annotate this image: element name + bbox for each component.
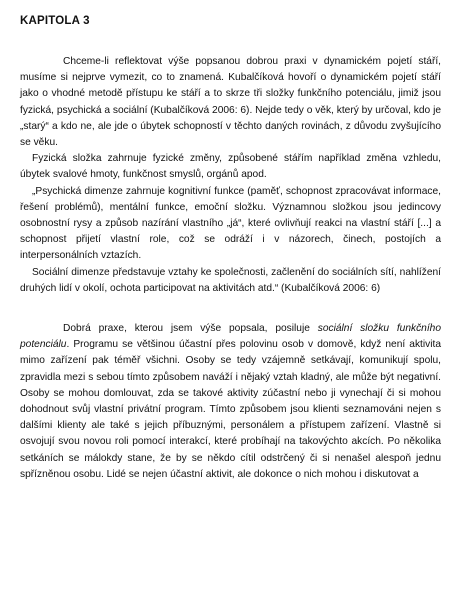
paragraph-physical-component: Fyzická složka zahrnuje fyzické změny, způsobené stářím například změna vzhledu, úbytek svalové hmoty, funkčnost smyslů, orgánů apod. — [20, 153, 441, 181]
paragraph-social-dimension: Sociální dimenze představuje vztahy ke společnosti, začlenění do sociálních sítí, nahlížení druhých lidí v okolí, ochota participovat na aktivitách atd.“ (Kubalčíková 2006: 6) — [20, 266, 441, 294]
paragraph-dynamic-aging: Chceme-li reflektovat výše popsanou dobrou praxi v dynamickém pojetí stáří, musíme si nejprve vymezit, co to znamená. Kubalčíková hovoří o dynamickém pojetí stáří jako o vhodné metodě přístupu ke stáří a to skrze tři složky funkčního potenciálu, jimiž jsou fyzická, psychická a sociální (Kubalčíková 2006: 6). Nejde tedy o věk, který by určoval, kdo je „starý“ a kdo ne, ale jde o úbytek schopností v těchto daných rovinách, z důvodu zvyšujícího se věku. — [20, 56, 441, 149]
paragraph-psychological-dimension: „Psychická dimenze zahrnuje kognitivní funkce (paměť, schopnost zpracovávat informace, řešení problémů), mentální funkce, emoční složku. Významnou složkou jsou jedincovy osobnostní rysy a způsob nazírání vlastního „já“, které ovlivňují reakci na vlastní stáří [...] a schopnost přijetí vlastní role, což se odráží i v názorech, činech, postojích a interpersonálních vztazích. — [20, 185, 441, 262]
paragraph-gap — [20, 297, 441, 321]
body-text — [20, 54, 441, 483]
chapter-heading: KAPITOLA 3 — [20, 15, 90, 27]
good-practice-text-rest: . Programu se většinou účastní přes polovinu osob v domově, když není aktivita mimo zařízení pak téměř všichni. Osoby se tedy vzájemně setkávají, komunikují spolu, zpravidla mezi s sebou tímto způsobem naváží i nějaký vztah kladný, ale může být negativní. Osoby se mohou domlouvat, zda se takové aktivity zúčastní nebo ji vynechají či si mohou dohodnout svůj vlastní privátní program. Tímto způsobem jsou klienti seznamováni nejen s dalšími klienty ale také s jejich příbuznými, personálem a přístupem zařízení. Vlastně si osvojují svou novou roli pomocí interakcí, které probíhají na takovýchto akcích. Po několika setkáních se málokdy stane, že by se někdo cítil odstrčený či si nenašel alespoň jednu spřízněnou osobu. Lidé se nejen účastní aktivit, ale dokonce o nich mohou i diskutovat a — [20, 339, 441, 480]
emphasized-phrase: sociální složku funkčního potenciálu — [20, 323, 441, 351]
good-practice-text-start: Dobrá praxe, kterou jsem výše popsala, posiluje — [63, 323, 318, 335]
paragraph-good-practice — [20, 321, 441, 483]
